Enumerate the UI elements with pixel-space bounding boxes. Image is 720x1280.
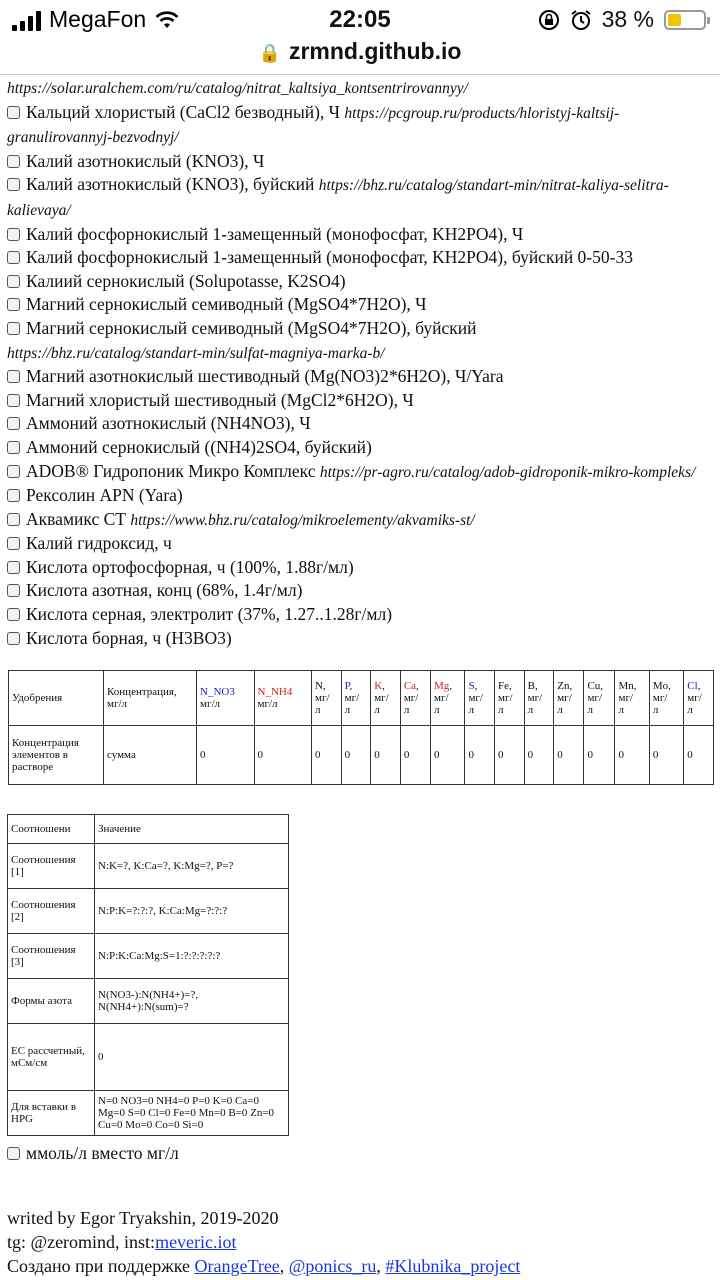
header-colored: K (374, 680, 383, 692)
author-line: writed by Egor Tryakshin, 2019-2020 (7, 1208, 279, 1228)
table-cell: 0 (495, 726, 525, 785)
list-item (7, 341, 717, 366)
ratio-value: 0 (95, 1024, 289, 1091)
item-label: Магний азотнокислый шестиводный (Mg(NO3)2*6H2O), Ч/Yara (26, 366, 504, 387)
item-checkbox[interactable] (7, 489, 20, 502)
clock: 22:05 (329, 6, 391, 33)
url-domain: zrmnd.github.io (288, 38, 462, 64)
header-colored: Mg (434, 680, 450, 692)
item-label: Аквамикс СТ (26, 508, 131, 529)
battery-percentage: 38 % (601, 6, 654, 32)
item-checkbox[interactable] (7, 394, 20, 407)
item-label: Калий азотнокислый (KNO3), буйский (26, 174, 319, 195)
item-label: Кислота борная, ч (H3BO3) (26, 627, 232, 648)
table-row (8, 934, 289, 979)
table-header: Ca, мг/ л (400, 671, 430, 726)
list-item (7, 508, 717, 533)
table-header: Cl, мг/ л (684, 671, 714, 726)
item-label: Калий фосфорнокислый 1-замещенный (монофосфат, KH2PO4), Ч (26, 223, 524, 244)
header-colored: N_NO3 (200, 686, 235, 698)
table-header: N_NO3 мг/л (197, 671, 255, 726)
table-cell: 0 (371, 726, 401, 785)
item-checkbox[interactable] (7, 608, 20, 621)
ratio-value: N:P:K:Ca:Mg:S=1:?:?:?:?:? (95, 934, 289, 979)
header-colored: S (468, 680, 475, 692)
elements-table (8, 670, 714, 785)
table-header-row (9, 671, 714, 726)
item-label: Магний хлористый шестиводный (MgCl2*6H2O), Ч (26, 389, 414, 410)
list-item (7, 365, 717, 389)
fertilizer-list (7, 76, 717, 650)
item-checkbox[interactable] (7, 155, 20, 168)
item-url[interactable]: https://bhz.ru/catalog/standart-min/sulfat-magniya-marka-b/ (7, 344, 385, 362)
mmol-toggle[interactable] (7, 1143, 179, 1164)
contacts-line (7, 1230, 520, 1254)
list-item (7, 460, 717, 485)
list-item (7, 173, 717, 222)
status-right (538, 6, 706, 33)
list-item (7, 389, 717, 413)
item-label: Калиий сернокислый (Solupotasse, K2SO4) (26, 270, 346, 291)
alarm-icon (570, 9, 592, 31)
ratio-name: Для вставки в HPG (8, 1091, 95, 1136)
battery-icon (664, 10, 706, 30)
item-checkbox[interactable] (7, 632, 20, 645)
table-row (8, 889, 289, 934)
table-header: N, мг/ л (312, 671, 342, 726)
item-checkbox[interactable] (7, 441, 20, 454)
table-row (8, 979, 289, 1024)
table-cell: сумма (104, 726, 197, 785)
carrier-name: MegaFon (49, 6, 147, 32)
ratio-name: Соотношения [2] (8, 889, 95, 934)
table-header: Fe, мг/ л (495, 671, 525, 726)
header-plain: N, (315, 680, 326, 692)
ponics-link[interactable]: @ponics_ru (288, 1256, 377, 1276)
item-checkbox[interactable] (7, 178, 20, 191)
mmol-checkbox[interactable] (7, 1147, 20, 1160)
ratio-name: EC рассчетный, мСм/см (8, 1024, 95, 1091)
separator: , (279, 1256, 289, 1276)
table-row (8, 1091, 289, 1136)
table-row (8, 844, 289, 889)
url-bar[interactable] (0, 38, 720, 72)
item-label: Кислота серная, электролит (37%, 1.27..1.28г/мл) (26, 604, 393, 625)
list-item (7, 270, 717, 294)
item-checkbox[interactable] (7, 417, 20, 430)
table-cell: 0 (684, 726, 714, 785)
lock-icon: 🔒 (258, 43, 281, 63)
item-label: Калий гидроксид, ч (26, 533, 172, 554)
item-label: ADOB® Гидропоник Микро Комплекс (26, 460, 320, 481)
table-header: N_NH4 мг/л (254, 671, 312, 726)
ratio-value: N:P:K=?:?:?, K:Ca:Mg=?:?:? (95, 889, 289, 934)
item-url[interactable]: https://pr-agro.ru/catalog/adob-gidroponik-mikro-kompleks/ (319, 463, 696, 481)
list-item (7, 579, 717, 603)
support-prefix: Создано при поддержке (7, 1256, 195, 1276)
table-cell: 0 (400, 726, 430, 785)
item-checkbox[interactable] (7, 537, 20, 550)
item-checkbox[interactable] (7, 251, 20, 264)
item-label: Калий фосфорнокислый 1-замещенный (монофосфат, KH2PO4), буйский 0-50-33 (26, 247, 633, 268)
item-checkbox[interactable] (7, 513, 20, 526)
item-checkbox[interactable] (7, 228, 20, 241)
table-cell: 0 (465, 726, 495, 785)
table-cell: Концентрация элементов в растворе (9, 726, 104, 785)
item-url[interactable]: https://solar.uralchem.com/ru/catalog/nitrat_kaltsiya_kontsentrirovannyy/ (7, 80, 468, 97)
table-header: Значение (95, 815, 289, 844)
orangetree-link[interactable]: OrangeTree (194, 1256, 280, 1276)
table-row (8, 1024, 289, 1091)
list-item (7, 293, 717, 317)
item-label: Рексолин APN (Yara) (26, 485, 183, 506)
list-item (7, 436, 717, 460)
instagram-link[interactable]: meveric.iot (155, 1232, 237, 1252)
item-checkbox[interactable] (7, 584, 20, 597)
list-item (7, 532, 717, 556)
table-header: K, мг/ л (371, 671, 401, 726)
table-header: Cu, мг/ л (584, 671, 615, 726)
table-header: B, мг/ л (524, 671, 554, 726)
list-item (7, 556, 717, 580)
item-checkbox[interactable] (7, 298, 20, 311)
header-colored: N_NH4 (257, 686, 293, 698)
header-colored: Ca (403, 680, 417, 692)
table-cell: 0 (615, 726, 649, 785)
ratio-value: N:K=?, K:Ca=?, K:Mg=?, P=? (95, 844, 289, 889)
item-checkbox[interactable] (7, 275, 20, 288)
ratios-table (7, 814, 289, 1136)
item-label: Калий азотнокислый (KNO3), Ч (26, 150, 265, 171)
mmol-label: ммоль/л вместо мг/л (26, 1143, 179, 1163)
item-label: Кальций хлористый (CaCl2 безводный), Ч (26, 101, 345, 122)
item-label: Магний сернокислый семиводный (MgSO4*7H2O), Ч (26, 294, 427, 315)
table-header: Mg, мг/ л (431, 671, 465, 726)
item-checkbox[interactable] (7, 106, 20, 119)
ratio-name: Соотношения [3] (8, 934, 95, 979)
table-cell: 0 (524, 726, 554, 785)
item-url[interactable]: https://www.bhz.ru/catalog/mikroelementy/akvamiks-st/ (130, 511, 475, 529)
table-header: S, мг/ л (465, 671, 495, 726)
table-cell: 0 (312, 726, 342, 785)
table-cell: 0 (197, 726, 255, 785)
list-item (7, 101, 717, 150)
item-label: Аммоний сернокислый ((NH4)2SO4, буйский) (26, 436, 372, 457)
item-label: Аммоний азотнокислый (NH4NO3), Ч (26, 413, 311, 434)
header-colored: Cl (687, 680, 698, 692)
list-item (7, 603, 717, 627)
list-item (7, 317, 717, 341)
ratio-value: N(NO3-):N(NH4+)=?, N(NH4+):N(sum)=? (95, 979, 289, 1024)
item-checkbox[interactable] (7, 370, 20, 383)
table-cell: 0 (584, 726, 615, 785)
list-item (7, 246, 717, 270)
support-line (7, 1254, 520, 1278)
contacts-prefix: tg: @zeromind, inst: (7, 1232, 156, 1252)
ratio-name: Формы азота (8, 979, 95, 1024)
table-row (9, 726, 714, 785)
table-header-row (8, 815, 289, 844)
item-url[interactable]: https://bhz.ru/catalog/standart-min/nitrat-kaliya-selitra-kalievaya/ (7, 177, 669, 219)
item-checkbox[interactable] (7, 465, 20, 478)
item-label: Кислота ортофосфорная, ч (100%, 1.88г/мл) (26, 556, 354, 577)
table-header: Mn, мг/ л (615, 671, 649, 726)
table-cell: 0 (554, 726, 584, 785)
item-url[interactable]: https://pcgroup.ru/products/hloristyj-kaltsij-granulirovannyj-bezvodnyj/ (7, 104, 620, 147)
table-header: P, мг/ л (341, 671, 371, 726)
table-cell: 0 (431, 726, 465, 785)
battery-fill (668, 14, 681, 26)
ratio-value: N=0 NO3=0 NH4=0 P=0 K=0 Ca=0 Mg=0 S=0 Cl=0 Fe=0 Mn=0 B=0 Zn=0 Cu=0 Mo=0 Co=0 Si=0 (95, 1091, 289, 1136)
list-item (7, 412, 717, 436)
table-header: Удобрения (9, 671, 104, 726)
table-header: Mo, мг/ л (649, 671, 683, 726)
table-header: Zn, мг/ л (554, 671, 584, 726)
ratios-table-body (8, 844, 289, 1136)
list-item (7, 484, 717, 508)
list-item (7, 150, 717, 174)
url-bar-divider (0, 74, 720, 75)
table-header: Соотношени (8, 815, 95, 844)
header-colored: P (344, 680, 350, 692)
list-item (7, 76, 717, 101)
table-cell: 0 (341, 726, 371, 785)
list-item (7, 627, 717, 651)
list-item (7, 223, 717, 247)
item-checkbox[interactable] (7, 322, 20, 335)
item-label: Кислота азотная, конц (68%, 1.4г/мл) (26, 580, 303, 601)
separator: , (376, 1256, 386, 1276)
table-cell: 0 (254, 726, 312, 785)
ratio-name: Соотношения [1] (8, 844, 95, 889)
item-checkbox[interactable] (7, 561, 20, 574)
table-header: Концентрация, мг/л (104, 671, 197, 726)
footer (7, 1206, 520, 1278)
item-label: Магний сернокислый семиводный (MgSO4*7H2O), буйский (26, 317, 477, 338)
klubnika-link[interactable]: #Klubnika_project (385, 1256, 521, 1276)
table-cell: 0 (649, 726, 683, 785)
rotation-lock-icon (538, 9, 560, 31)
status-bar (0, 0, 720, 42)
